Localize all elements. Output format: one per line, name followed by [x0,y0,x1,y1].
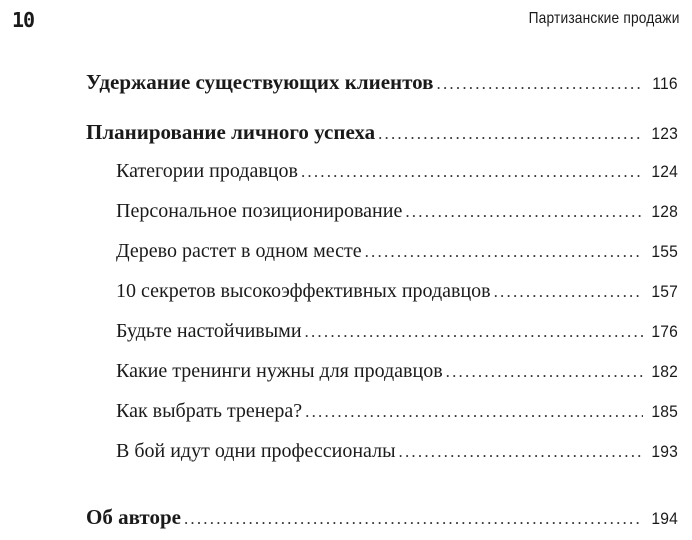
toc-entry [116,320,678,343]
toc-entry [86,120,678,145]
toc-entry-page-number: 124 [651,162,678,181]
dot-leader [405,202,643,222]
toc-entry-title: Дерево растет в одном месте [116,240,362,262]
page-number: 10 [12,8,35,32]
toc-entry-page-number: 157 [651,282,678,301]
toc-entry [116,240,678,263]
toc-entry-title: Как выбрать тренера? [116,400,303,422]
dot-leader [301,162,643,182]
toc-entry [116,440,678,463]
toc-entry-title: Персональное позиционирование [116,200,403,222]
toc-entry [86,505,678,530]
toc-entry-page-number: 155 [651,242,678,261]
toc-entry-title: Об авторе [86,505,181,529]
toc-entry-title: Планирование личного успеха [86,120,376,144]
toc-entry-title: Какие тренинги нужны для продавцов [116,360,443,382]
toc-entry-title: Удержание существующих клиентов [86,70,434,94]
dot-leader [437,74,645,94]
dot-leader [446,362,643,382]
toc-entry-page-number: 116 [652,74,678,93]
toc-entry-page-number: 185 [651,402,678,421]
dot-leader [305,402,643,422]
toc-entry [116,400,678,423]
toc-entry [116,160,678,183]
toc-entry [116,200,678,223]
toc-entry-page-number: 128 [651,202,678,221]
toc-entry-page-number: 193 [651,442,678,461]
toc-entry-title: Категории продавцов [116,160,298,182]
toc-entry [86,70,678,95]
toc-entry-page-number: 123 [651,124,678,143]
toc-entry [116,280,678,303]
toc-entry-page-number: 176 [651,322,678,341]
toc-entry-title: 10 секретов высокоэффективных продавцов [116,280,491,302]
dot-leader [399,442,644,462]
toc-entry-title: В бой идут одни профессионалы [116,440,396,462]
toc-entry [116,360,678,383]
dot-leader [305,322,644,342]
running-title: Партизанские продажи [529,10,680,27]
toc-entry-page-number: 182 [651,362,678,381]
toc-entry-title: Будьте настойчивыми [116,320,302,342]
toc-entry-page-number: 194 [651,509,678,528]
dot-leader [365,242,643,262]
dot-leader [378,124,643,144]
dot-leader [184,509,643,529]
dot-leader [494,282,643,302]
page-header [0,0,692,44]
